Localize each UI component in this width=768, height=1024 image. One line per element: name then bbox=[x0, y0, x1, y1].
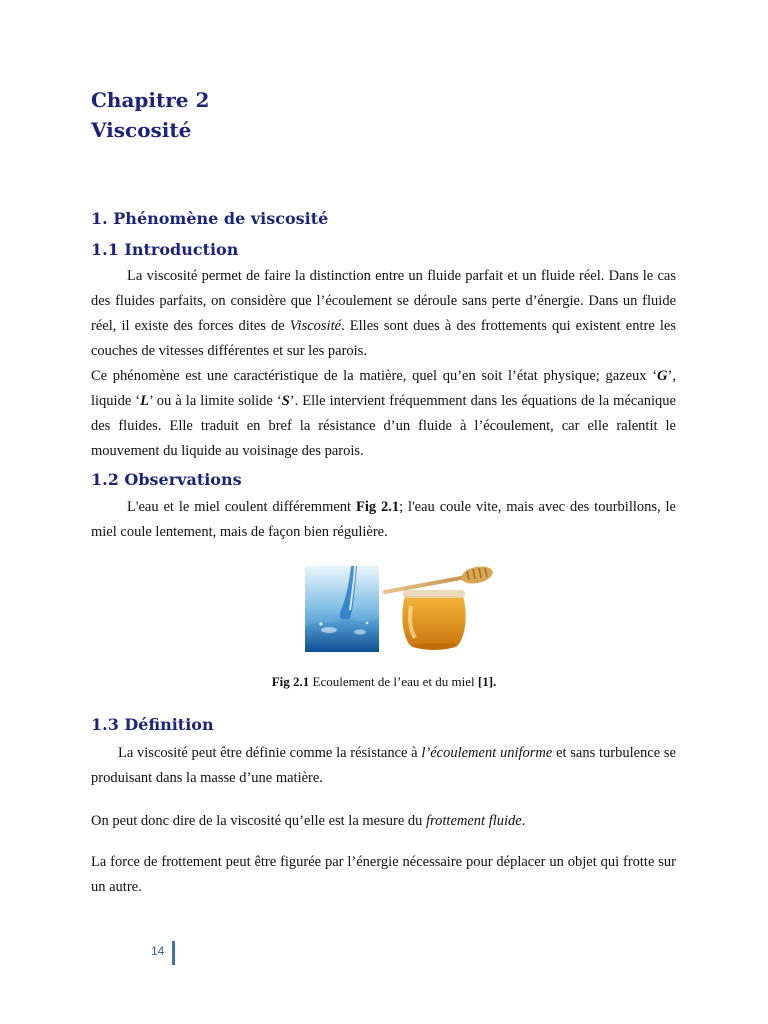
definition-paragraph-2 bbox=[91, 809, 676, 834]
state-g: G bbox=[657, 368, 668, 384]
definition-p1-text-a: La viscosité peut être définie comme la résistance à bbox=[118, 745, 422, 761]
intro-p1-text-b: . Elles sont dues à des frottements qui existent entre les couches de vitesses différentes et sur les parois. bbox=[91, 318, 676, 359]
intro-paragraph-1 bbox=[91, 264, 676, 364]
section-heading-phenomene: 1. Phénomène de viscosité bbox=[91, 209, 329, 228]
caption-label: Fig 2.1 bbox=[271, 674, 310, 689]
section-heading-introduction: 1.1 Introduction bbox=[91, 240, 239, 259]
observations-paragraph bbox=[91, 495, 676, 545]
section-heading-observations: 1.2 Observations bbox=[91, 470, 242, 489]
honey-jar-image bbox=[385, 566, 494, 650]
water-image bbox=[305, 566, 379, 652]
state-l: L bbox=[140, 393, 149, 409]
caption-text: Ecoulement de l’eau et du miel bbox=[309, 674, 478, 689]
figure-water-honey-image bbox=[305, 566, 500, 652]
definition-p2-text-b: . bbox=[521, 813, 526, 829]
intro-p1-text-a: La viscosité permet de faire la distinction entre un fluide parfait et un fluide réel. Dans le cas des fluides parfaits, on considère que l’écoulement se déroule sans perte d’énergie. Dans un fluide réel, il existe des forces dites de bbox=[91, 268, 676, 334]
observations-text-b: ; l'eau coule vite, mais avec des tourbillons, le miel coule lentement, mais de façon bien régulière. bbox=[91, 499, 676, 540]
intro-p2-text-a: Ce phénomène est une caractéristique de la matière, quel qu’en soit l’état physique; gazeux ‘ bbox=[91, 368, 658, 384]
intro-paragraph-2 bbox=[91, 364, 676, 464]
figure-reference: Fig 2.1 bbox=[355, 499, 400, 515]
intro-p1-emphasis: Viscosité bbox=[289, 318, 342, 334]
intro-p2-text-c: ’ ou à la limite solide ‘ bbox=[149, 393, 282, 409]
intro-p2-text-b: ’, liquide ‘ bbox=[91, 368, 676, 409]
definition-p1-text-b: et sans turbulence se produisant dans la masse d’une matière. bbox=[91, 745, 676, 786]
chapter-number: Chapitre 2 bbox=[91, 88, 210, 112]
caption-reference: [1]. bbox=[477, 674, 497, 689]
section-heading-definition: 1.3 Définition bbox=[91, 715, 214, 734]
definition-paragraph-1 bbox=[91, 741, 676, 791]
page-number-bar bbox=[172, 941, 175, 965]
page-number: 14 bbox=[151, 944, 165, 958]
definition-p2-text-a: On peut donc dire de la viscosité qu’elle est la mesure du bbox=[91, 813, 427, 829]
figure-caption bbox=[0, 674, 768, 690]
definition-p1-emphasis: l’écoulement uniforme bbox=[421, 745, 553, 761]
definition-paragraph-3: La force de frottement peut être figurée par l’énergie nécessaire pour déplacer un objet qui frotte sur un autre. bbox=[91, 854, 676, 895]
state-s: S bbox=[281, 393, 290, 409]
chapter-title: Viscosité bbox=[91, 118, 192, 142]
definition-p2-emphasis: frottement fluide bbox=[426, 813, 522, 829]
intro-p2-text-d: ’. Elle intervient fréquemment dans les équations de la mécanique des fluides. Elle traduit en bref la résistance d’un fluide à l’écoulement, car elle ralentit le mouvement du liquide au voisinage des parois. bbox=[91, 393, 676, 459]
observations-text-a: L'eau et le miel coulent différemment bbox=[127, 499, 356, 515]
